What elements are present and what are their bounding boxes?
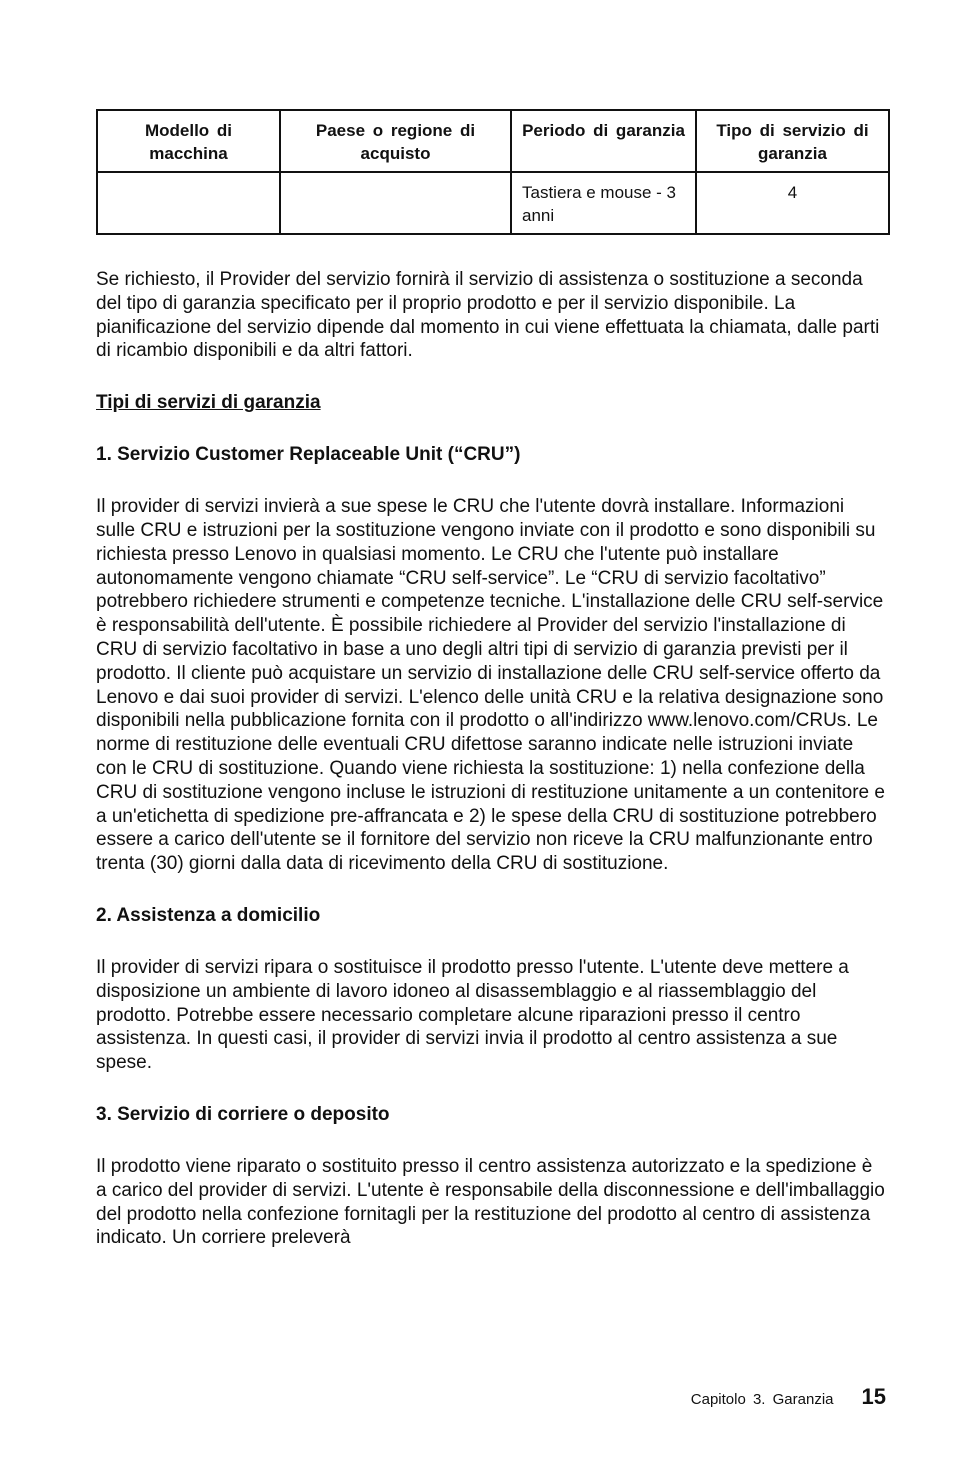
page-footer — [691, 1384, 886, 1410]
intro-paragraph: Se richiesto, il Provider del servizio fornirà il servizio di assistenza o sostituzione a seconda del tipo di garanzia specificato per il proprio prodotto e per il servizio disponibile. La pianificazione del servizio dipende dal momento in cui viene effettuata la chiamata, dalle parti di ricambio disponibili e da altri fattori. — [96, 269, 880, 362]
page-number: 15 — [861, 1384, 886, 1409]
table-header-row — [97, 110, 889, 172]
item-text-courier: Il prodotto viene riparato o sostituito presso il centro assistenza autorizzato e la spedizione è a carico del provider di servizi. L'utente è responsabile della disconnessione e dell'imballaggio del prodotto nella confezione fornitagli per la restituzione del prodotto al centro di assistenza indicato. Un corriere preleverà — [96, 1155, 885, 1249]
table-row — [97, 172, 889, 234]
page-content — [96, 109, 888, 1250]
table-cell-country-region — [280, 172, 511, 234]
item-text-cru: Il provider di servizi invierà a sue spese le CRU che l'utente dovrà installare. Informazioni sulle CRU e istruzioni per la sostituzione vengono inviate con il prodotto e sono disponibili su richiesta presso Lenovo in qualsiasi momento. Le CRU che l'utente può installare autonomamente vengono chiamate “CRU self-service”. Le “CRU di servizio facoltativo” potrebbero richiedere strumenti e competenze tecniche. L'installazione delle CRU self-service è responsabilità dell'utente. È possibile richiedere al Provider del servizio l'installazione di CRU di servizio facoltativo in base a uno degli altri tipi di servizio di garanzia previsti per il prodotto. Il cliente può acquistare un servizio di installazione delle CRU self-service offerto da Lenovo e dai suoi provider di servizi. L'elenco delle unità CRU e la relativa designazione sono disponibili nella pubblicazione fornita con il prodotto o all'indirizzo www.lenovo.com/CRUs. Le norme di restituzione delle eventuali CRU difettose saranno indicate nelle istruzioni inviate con le CRU di sostituzione. Quando viene richiesta la sostituzione: 1) nella confezione della CRU di sostituzione vengono incluse le istruzioni di restituzione unitamente a un contenitore e a un'etichetta di spedizione pre-affrancata e 2) le spese della CRU di sostituzione potrebbero essere a carico dell'utente se il fornitore del servizio non riceve la CRU malfunzionante entro trenta (30) giorni dalla data di ricevimento della CRU di sostituzione. — [96, 496, 885, 875]
header-warranty-period: Periodo di garanzia — [511, 110, 696, 172]
warranty-table — [96, 109, 890, 235]
item-heading-courier: 3. Servizio di corriere o deposito — [96, 1103, 390, 1125]
section-heading: Tipi di servizi di garanzia — [96, 392, 321, 414]
header-country-region: Paese o regione di acquisto — [280, 110, 511, 172]
table-cell-warranty-period: Tastiera e mouse - 3 anni — [511, 172, 696, 234]
header-machine-model: Modello di macchina — [97, 110, 280, 172]
header-service-type: Tipo di servizio di garanzia — [696, 110, 889, 172]
item-heading-cru: 1. Servizio Customer Replaceable Unit (“CRU”) — [96, 444, 521, 466]
table-cell-service-type: 4 — [696, 172, 889, 234]
item-text-onsite: Il provider di servizi ripara o sostituisce il prodotto presso l'utente. L'utente deve mettere a disposizione un ambiente di lavoro idoneo al disassemblaggio e al riassemblaggio del prodotto. Potrebbe essere necessario completare alcune riparazioni presso il centro assistenza. In questi casi, il provider di servizi invia il prodotto al centro assistenza a sue spese. — [96, 956, 849, 1074]
table-cell-machine-model — [97, 172, 280, 234]
item-heading-onsite: 2. Assistenza a domicilio — [96, 904, 321, 926]
chapter-label: Capitolo 3. Garanzia — [690, 1391, 834, 1408]
